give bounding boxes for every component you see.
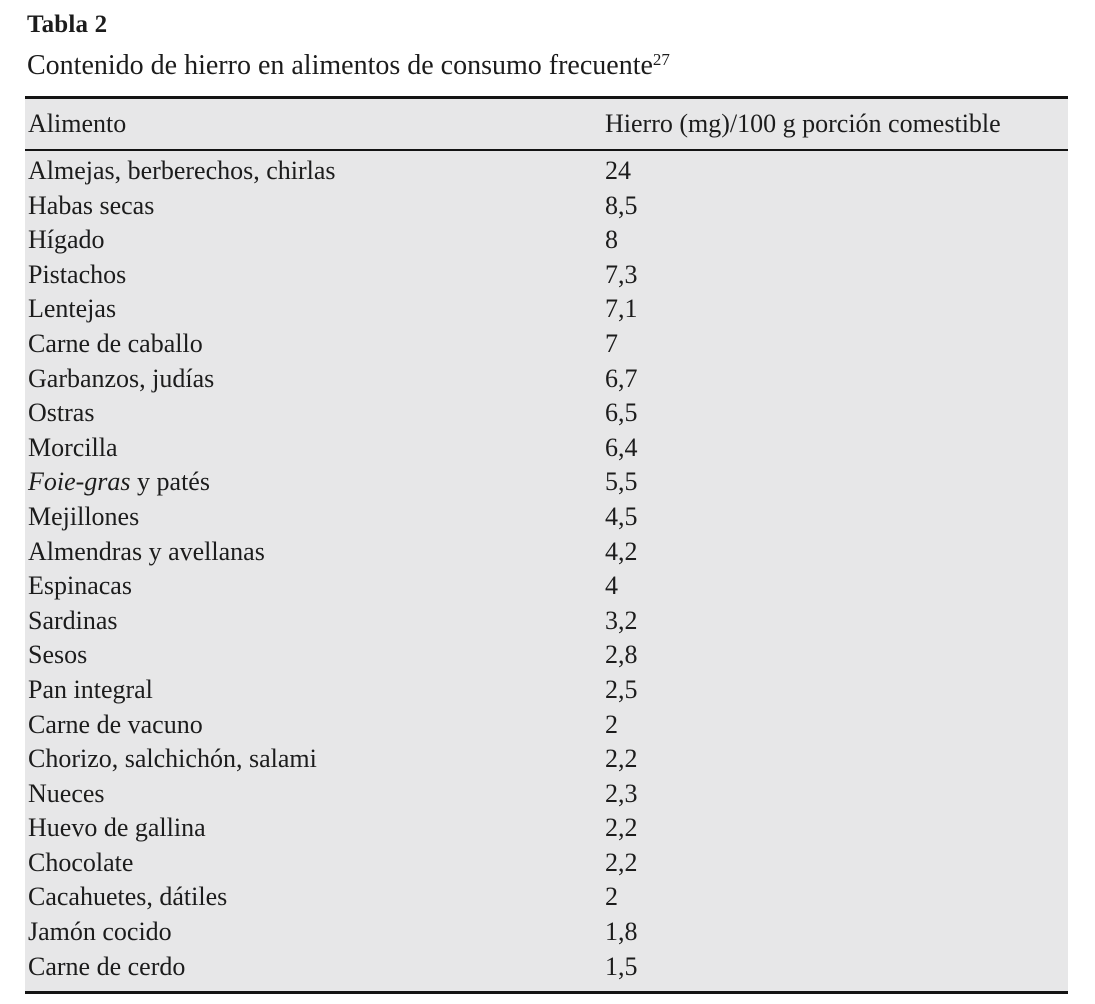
- food-cell: Habas secas: [28, 190, 155, 220]
- table-row: [25, 258, 1068, 293]
- food-cell: Sardinas: [28, 605, 118, 635]
- table-row: [25, 673, 1068, 708]
- column-header-alimento: Alimento: [28, 109, 127, 138]
- reference-superscript: 27: [652, 50, 670, 69]
- value-cell: 4: [605, 571, 618, 601]
- food-cell: Pistachos: [28, 259, 127, 289]
- value-cell: 2,5: [605, 674, 638, 704]
- food-cell: Mejillones: [28, 501, 140, 531]
- table-row: [25, 362, 1068, 397]
- table-caption: [25, 48, 1095, 84]
- table-row: [25, 569, 1068, 604]
- value-cell: 6,7: [605, 363, 638, 393]
- table-row: [25, 500, 1068, 535]
- table-row: [25, 604, 1068, 639]
- table-row: [25, 777, 1068, 812]
- table-body: [25, 151, 1068, 991]
- food-cell: Carne de cerdo: [28, 951, 186, 981]
- food-cell: Ostras: [28, 398, 95, 428]
- table-row: [25, 811, 1068, 846]
- food-cell: Lentejas: [28, 294, 117, 324]
- table-row: [25, 915, 1068, 950]
- food-cell: Cacahuetes, dátiles: [28, 882, 228, 912]
- food-cell: Espinacas: [28, 571, 132, 601]
- value-cell: 2,8: [605, 640, 638, 670]
- value-cell: 6,4: [605, 432, 638, 462]
- food-cell: Garbanzos, judías: [28, 363, 215, 393]
- value-cell: 1,8: [605, 917, 638, 947]
- iron-content-table: [25, 96, 1068, 994]
- food-cell: Chocolate: [28, 847, 134, 877]
- value-cell: 2,2: [605, 744, 638, 774]
- table-row: [25, 638, 1068, 673]
- table-row: [25, 846, 1068, 881]
- value-cell: 4,5: [605, 501, 638, 531]
- value-cell: 2,3: [605, 778, 638, 808]
- food-cell: Huevo de gallina: [28, 813, 206, 843]
- value-cell: 2: [605, 882, 618, 912]
- value-cell: 7,3: [605, 259, 638, 289]
- column-header-hierro: Hierro (mg)/100 g porción comestible: [605, 109, 1001, 138]
- table-row: [25, 292, 1068, 327]
- food-cell: Carne de vacuno: [28, 709, 203, 739]
- value-cell: 7: [605, 328, 618, 358]
- food-cell: Foie-gras y patés: [28, 467, 210, 497]
- value-cell: 24: [605, 156, 631, 185]
- value-cell: 8: [605, 225, 618, 255]
- food-cell: Morcilla: [28, 432, 118, 462]
- table-row: [25, 154, 1068, 189]
- food-cell: Almejas, berberechos, chirlas: [28, 156, 336, 185]
- value-cell: 5,5: [605, 467, 638, 497]
- food-cell: Carne de caballo: [28, 328, 203, 358]
- table-label: Tabla 2: [27, 11, 108, 38]
- table-row: [25, 535, 1068, 570]
- table-row: [25, 880, 1068, 915]
- table-row: [25, 742, 1068, 777]
- value-cell: 4,2: [605, 536, 638, 566]
- value-cell: 6,5: [605, 398, 638, 428]
- value-cell: 7,1: [605, 294, 638, 324]
- value-cell: 8,5: [605, 190, 638, 220]
- value-cell: 1,5: [605, 951, 638, 981]
- food-cell: Pan integral: [28, 674, 153, 704]
- food-cell: Sesos: [28, 640, 88, 670]
- table-caption-text: Contenido de hierro en alimentos de consumo frecuente: [27, 50, 653, 81]
- value-cell: 2: [605, 709, 618, 739]
- table-row: [25, 950, 1068, 985]
- value-cell: 3,2: [605, 605, 638, 635]
- value-cell: 2,2: [605, 847, 638, 877]
- food-cell: Nueces: [28, 778, 105, 808]
- table-row: [25, 431, 1068, 466]
- food-cell: Almendras y avellanas: [28, 536, 265, 566]
- food-cell: Chorizo, salchichón, salami: [28, 744, 317, 774]
- value-cell: 2,2: [605, 813, 638, 843]
- table-row: [25, 465, 1068, 500]
- table-row: [25, 189, 1068, 224]
- table-row: [25, 396, 1068, 431]
- food-cell: Hígado: [28, 225, 105, 255]
- table-row: [25, 327, 1068, 362]
- table-row: [25, 708, 1068, 743]
- table-row: [25, 223, 1068, 258]
- food-cell: Jamón cocido: [28, 917, 172, 947]
- table-header-row: [25, 99, 1068, 151]
